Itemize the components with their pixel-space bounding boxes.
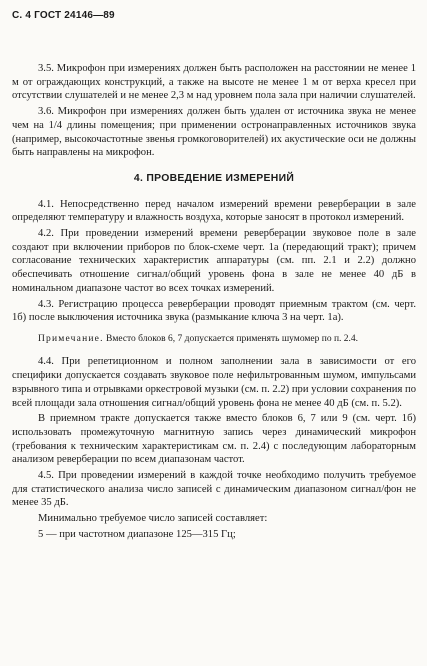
page-header: С. 4 ГОСТ 24146—89: [12, 10, 115, 21]
list-item: 5 — при частотном диапазоне 125—315 Гц;: [38, 528, 236, 540]
paragraph-4-4: 4.4. При репетиционном и полном заполнении зала в зависимости от его специфики допускается создавать звуковое поле нефильтрованным шумом, импульсами взрывного типа и отрывками оркестровой музыки (см. п. 2.2) при условии сохранения по всей площади зала отношения сигнал/общий уровень фона не менее 40 дБ (см. п. 5.2).: [12, 356, 416, 409]
paragraph-4-3: 4.3. Регистрацию процесса реверберации проводят приемным трактом (см. черт. 1б) после выключения источника звука (размыкание ключа 3 на черт. 1а).: [12, 298, 416, 324]
section-title: 4. ПРОВЕДЕНИЕ ИЗМЕРЕНИЙ: [133, 172, 295, 184]
note-label: Примечание.: [38, 333, 104, 344]
note-text: Вместо блоков 6, 7 допускается применять шумомер по п. 2.4.: [106, 333, 359, 344]
paragraph-4-4-continued: В приемном тракте допускается также вместо блоков 6, 7 или 9 (см. черт. 1б) использовать промежуточную магнитную запись через динамический микрофон (требования к техническим характеристикам см. п. 2.4) с последующим лабораторным анализом реверберации по всем диапазонам частот.: [12, 413, 416, 466]
document-body: [12, 62, 416, 544]
paragraph-3-5: 3.5. Микрофон при измерениях должен быть расположен на расстоянии не менее 1 м от ограждающих конструкций, а также на высоте не менее 1 м от верха кресел при отсутствии слушателей и не менее 2,3 м над уровнем пола зала при наличии слушателей.: [12, 63, 416, 102]
paragraph-4-5: 4.5. При проведении измерений в каждой точке необходимо получить требуемое для статистического анализа число записей с динамическим диапазоном сигнал/фон не менее 35 дБ.: [12, 470, 416, 509]
min-records-line: Минимально требуемое число записей составляет:: [38, 513, 268, 525]
paragraph-3-6: 3.6. Микрофон при измерениях должен быть удален от источника звука не менее чем на 1/4 длины помещения; при применении остронаправленных источников звука (например, высокочастотные звенья громкоговорителей) их акустические оси не должны быть направлены на микрофон.: [12, 106, 416, 159]
paragraph-4-1: 4.1. Непосредственно перед началом измерений времени реверберации в зале определяют температуру и влажность воздуха, которые заносят в протокол измерений.: [12, 198, 416, 224]
paragraph-4-2: 4.2. При проведении измерений времени реверберации звуковое поле в зале создают при включении приборов по блок-схеме черт. 1а (передающий тракт); причем согласование технических характеристик аппаратуры (см. пп. 2.1 и 2.2) должно обеспечивать отношение сигнал/общий уровень фона в зале не менее 40 дБ в номинальном диапазоне частот во всех точках измерений.: [12, 228, 416, 294]
note: [12, 333, 416, 346]
